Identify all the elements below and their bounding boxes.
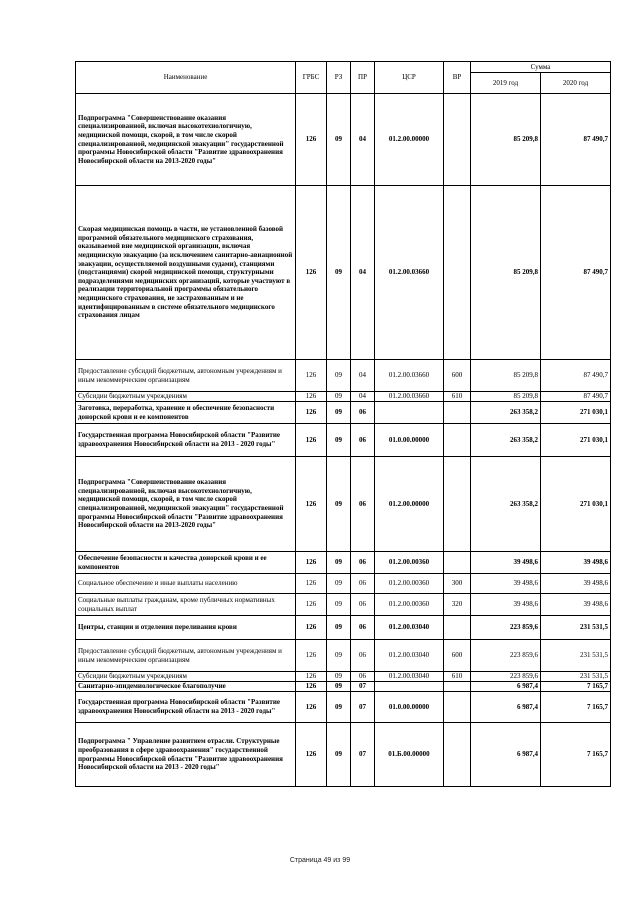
row-csr-cell: 01.0.00.00000 [375,692,444,723]
header-rz: РЗ [327,62,351,94]
table-body [76,94,611,787]
row-name-cell: Государственная программа Новосибирской области "Развитие здравоохранения Новосибирской области на 2013 - 2020 годы" [76,424,296,457]
row-2019-cell: 85 209,8 [471,186,541,360]
row-2020-cell: 271 030,1 [541,402,611,424]
row-2019-cell: 263 358,2 [471,402,541,424]
row-vr-cell [444,552,471,574]
row-pr-cell: 06 [351,574,375,594]
row-2019-cell: 39 498,6 [471,574,541,594]
row-2020-cell: 39 498,6 [541,574,611,594]
row-2019-cell: 263 358,2 [471,457,541,552]
row-vr-cell [444,186,471,360]
row-2019-cell: 263 358,2 [471,424,541,457]
row-2020-cell: 7 165,7 [541,692,611,723]
row-rz-cell: 09 [327,574,351,594]
table-row [76,616,611,640]
row-name-cell: Подпрограмма "Совершенствование оказания специализированной, включая высокотехнологичную, медицинской помощи, скорой, в том числе скорой специализированной, медицинской эвакуации" государственной программы Новосибирской области "Развитие здравоохранения Новосибирской области на 2013-2020 годы" [76,94,296,186]
row-name-cell: Предоставление субсидий бюджетным, автономным учреждениям и иным некоммерческим организациям [76,360,296,392]
row-vr-cell: 600 [444,360,471,392]
row-2020-cell: 87 490,7 [541,360,611,392]
row-rz-cell: 09 [327,672,351,682]
row-pr-cell: 04 [351,186,375,360]
row-vr-cell [444,94,471,186]
row-vr-cell: 610 [444,392,471,402]
row-rz-cell: 09 [327,457,351,552]
row-name-cell: Субсидии бюджетным учреждениям [76,392,296,402]
row-pr-cell: 07 [351,682,375,692]
row-grbs-cell: 126 [296,402,327,424]
row-2020-cell: 87 490,7 [541,186,611,360]
row-csr-cell [375,402,444,424]
row-name-cell: Подпрограмма " Управление развитием отрасли. Структурные преобразования в сфере здравоохранения" государственной программы Новосибирской области "Развитие здравоохранения Новосибирской области на 2013 - 2020 годы" [76,723,296,787]
row-2020-cell: 7 165,7 [541,723,611,787]
row-csr-cell: 01.2.00.03660 [375,360,444,392]
row-pr-cell: 06 [351,640,375,672]
row-vr-cell [444,723,471,787]
row-rz-cell: 09 [327,424,351,457]
row-vr-cell [444,402,471,424]
table-row [76,392,611,402]
row-csr-cell: 01.2.00.03660 [375,186,444,360]
row-name-cell: Подпрограмма "Совершенствование оказания специализированной, включая высокотехнологичную, медицинской помощи, скорой, в том числе скорой специализированной, медицинской эвакуации" государственной программы Новосибирской области "Развитие здравоохранения Новосибирской области на 2013-2020 годы" [76,457,296,552]
row-rz-cell: 09 [327,640,351,672]
table-row [76,574,611,594]
header-vr: ВР [444,62,471,94]
header-sum: Сумма [471,62,611,73]
row-2019-cell: 223 859,6 [471,672,541,682]
row-2019-cell: 6 987,4 [471,723,541,787]
table-row [76,682,611,692]
row-rz-cell: 09 [327,594,351,616]
row-csr-cell: 01.2.00.03660 [375,392,444,402]
row-grbs-cell: 126 [296,672,327,682]
row-grbs-cell: 126 [296,94,327,186]
row-grbs-cell: 126 [296,186,327,360]
row-pr-cell: 06 [351,594,375,616]
row-grbs-cell: 126 [296,457,327,552]
table-row [76,594,611,616]
row-csr-cell: 01.2.00.00360 [375,552,444,574]
row-name-cell: Центры, станции и отделения переливания крови [76,616,296,640]
row-grbs-cell: 126 [296,424,327,457]
row-rz-cell: 09 [327,682,351,692]
table-row [76,457,611,552]
row-rz-cell: 09 [327,392,351,402]
row-csr-cell: 01.2.00.00360 [375,574,444,594]
row-2020-cell: 87 490,7 [541,94,611,186]
row-pr-cell: 04 [351,94,375,186]
row-vr-cell: 320 [444,594,471,616]
row-name-cell: Скорая медицинская помощь в части, не установленной базовой программой обязательного медицинского страхования, оказываемой вне медицинской организации, включая медицинскую эвакуацию (за исключением санитарно-авиационной эвакуации, осуществляемой воздушными судами), станциями (подстанциями) скорой медицинской помощи, структурными подразделениями медицинских организаций, которые участвуют в реализации территориальной программы обязательного медицинского страхования, не застрахованным и не идентифицированным в системе обязательного медицинского страхования лицам [76,186,296,360]
header-year-2020: 2020 год [541,73,611,94]
row-grbs-cell: 126 [296,723,327,787]
header-grbs: ГРБС [296,62,327,94]
row-csr-cell: 01.2.00.03040 [375,672,444,682]
row-name-cell: Обеспечение безопасности и качества донорской крови и ее компонентов [76,552,296,574]
row-grbs-cell: 126 [296,552,327,574]
row-2020-cell: 7 165,7 [541,682,611,692]
table-row [76,552,611,574]
row-2019-cell: 85 209,8 [471,392,541,402]
row-name-cell: Государственная программа Новосибирской области "Развитие здравоохранения Новосибирской области на 2013 - 2020 годы" [76,692,296,723]
row-pr-cell: 04 [351,392,375,402]
row-csr-cell: 01.2.00.00360 [375,594,444,616]
row-vr-cell [444,616,471,640]
row-vr-cell [444,682,471,692]
table-row [76,360,611,392]
row-2020-cell: 231 531,5 [541,672,611,682]
row-rz-cell: 09 [327,616,351,640]
row-2020-cell: 271 030,1 [541,424,611,457]
row-rz-cell: 09 [327,552,351,574]
page-footer: Страница 49 из 99 [289,857,351,864]
row-rz-cell: 09 [327,360,351,392]
row-csr-cell: 01.2.00.00000 [375,457,444,552]
row-pr-cell: 07 [351,723,375,787]
table-row [76,723,611,787]
table-row [76,424,611,457]
header-pr: ПР [351,62,375,94]
row-pr-cell: 06 [351,424,375,457]
row-2019-cell: 39 498,6 [471,552,541,574]
row-2019-cell: 6 987,4 [471,682,541,692]
row-2020-cell: 271 030,1 [541,457,611,552]
table-row [76,640,611,672]
header-name: Наименование [76,62,296,94]
row-pr-cell: 06 [351,616,375,640]
row-rz-cell: 09 [327,402,351,424]
table-row [76,672,611,682]
row-vr-cell [444,457,471,552]
row-pr-cell: 04 [351,360,375,392]
row-csr-cell: 01.2.00.03040 [375,640,444,672]
row-grbs-cell: 126 [296,616,327,640]
row-grbs-cell: 126 [296,360,327,392]
row-grbs-cell: 126 [296,692,327,723]
row-csr-cell: 01.Б.00.00000 [375,723,444,787]
row-vr-cell: 610 [444,672,471,682]
table-row [76,94,611,186]
row-rz-cell: 09 [327,94,351,186]
row-rz-cell: 09 [327,723,351,787]
row-vr-cell: 600 [444,640,471,672]
row-grbs-cell: 126 [296,594,327,616]
row-2020-cell: 39 498,6 [541,552,611,574]
row-name-cell: Предоставление субсидий бюджетным, автономным учреждениям и иным некоммерческим организациям [76,640,296,672]
row-2020-cell: 87 490,7 [541,392,611,402]
row-grbs-cell: 126 [296,574,327,594]
row-name-cell: Социальные выплаты гражданам, кроме публичных нормативных социальных выплат [76,594,296,616]
row-pr-cell: 06 [351,402,375,424]
row-csr-cell: 01.0.00.00000 [375,424,444,457]
row-csr-cell [375,682,444,692]
row-rz-cell: 09 [327,692,351,723]
row-vr-cell: 300 [444,574,471,594]
table-row [76,692,611,723]
row-csr-cell: 01.2.00.03040 [375,616,444,640]
row-2019-cell: 6 987,4 [471,692,541,723]
table-row [76,402,611,424]
table-row [76,186,611,360]
row-pr-cell: 06 [351,672,375,682]
row-name-cell: Субсидии бюджетным учреждениям [76,672,296,682]
row-rz-cell: 09 [327,186,351,360]
row-name-cell: Социальное обеспечение и иные выплаты населению [76,574,296,594]
row-pr-cell: 07 [351,692,375,723]
row-2019-cell: 39 498,6 [471,594,541,616]
row-grbs-cell: 126 [296,682,327,692]
budget-table [75,61,611,787]
row-name-cell: Заготовка, переработка, хранение и обеспечение безопасности донорской крови и ее компонентов [76,402,296,424]
row-2019-cell: 223 859,6 [471,616,541,640]
header-year-2019: 2019 год [471,73,541,94]
row-2020-cell: 39 498,6 [541,594,611,616]
row-pr-cell: 06 [351,552,375,574]
row-2019-cell: 85 209,8 [471,94,541,186]
row-2020-cell: 231 531,5 [541,640,611,672]
row-grbs-cell: 126 [296,392,327,402]
header-csr: ЦСР [375,62,444,94]
row-name-cell: Санитарно-эпидемиологическое благополучие [76,682,296,692]
row-vr-cell [444,692,471,723]
row-grbs-cell: 126 [296,640,327,672]
row-2020-cell: 231 531,5 [541,616,611,640]
row-vr-cell [444,424,471,457]
row-2019-cell: 223 859,6 [471,640,541,672]
row-pr-cell: 06 [351,457,375,552]
row-2019-cell: 85 209,8 [471,360,541,392]
row-csr-cell: 01.2.00.00000 [375,94,444,186]
